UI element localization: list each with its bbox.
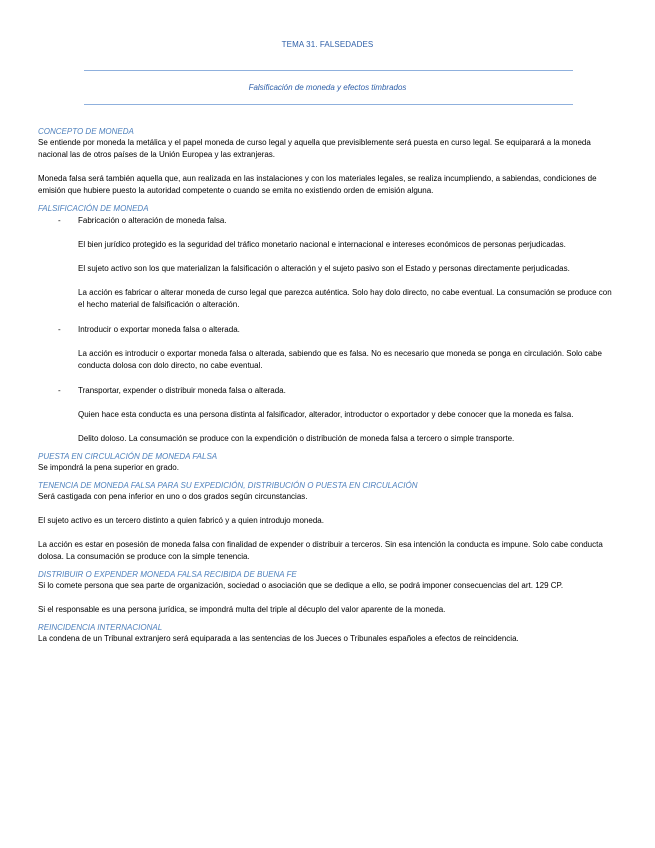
list-item	[38, 215, 616, 227]
paragraph: El sujeto activo son los que materializan la falsificación o alteración y el sujeto pasivo son el Estado y personas directamente perjudicadas.	[78, 264, 570, 273]
list-item-title: Fabricación o alteración de moneda falsa.	[78, 216, 227, 225]
paragraph: Si el responsable es una persona jurídica, se impondrá multa del triple al décuplo del valor aparente de la moneda.	[38, 605, 446, 614]
paragraph: Moneda falsa será también aquella que, aun realizada en las instalaciones y con los materiales legales, se realiza incumpliendo, a sabiendas, condiciones de emisión que hubiere puesto la autoridad competente o cuando se emita no existiendo orden de emisión alguna.	[38, 174, 597, 195]
paragraph: El bien jurídico protegido es la seguridad del tráfico monetario nacional e internacional e intereses económicos de personas perjudicadas.	[78, 240, 566, 249]
paragraph: La acción es introducir o exportar moneda falsa o alterada, sabiendo que es falsa. No es necesario que moneda se ponga en circulación. Solo cabe conducta dolosa con dolo directo, no cabe eventual.	[78, 349, 602, 370]
list-item	[38, 324, 616, 336]
section-heading-falsificacion: FALSIFICACIÓN DE MONEDA	[38, 204, 149, 213]
section-heading-puesta: PUESTA EN CIRCULACIÓN DE MONEDA FALSA	[38, 452, 218, 461]
paragraph: La acción es fabricar o alterar moneda de curso legal que parezca auténtica. Solo hay dolo directo, no cabe eventual. La consumación se produce con el hecho material de falsificación o alteración.	[78, 288, 612, 309]
paragraph: Quien hace esta conducta es una persona distinta al falsificador, alterador, introductor o exportador y debe conocer que la moneda es falsa.	[78, 410, 574, 419]
page-title: TEMA 31. FALSEDADES	[281, 40, 374, 49]
paragraph: Se entiende por moneda la metálica y el papel moneda de curso legal y aquella que previsiblemente será puesta en curso legal. Se equiparará a la moneda nacional las de otros países de la Unión Europea y las extranjeras.	[38, 138, 591, 159]
paragraph: El sujeto activo es un tercero distinto a quien fabricó y a quien introdujo moneda.	[38, 516, 324, 525]
paragraph: Se impondrá la pena superior en grado.	[38, 463, 179, 472]
bullet-mark: -	[58, 386, 61, 395]
paragraph: La condena de un Tribunal extranjero será equiparada a las sentencias de los Jueces o Tribunales españoles a efectos de reincidencia.	[38, 634, 519, 643]
page-subtitle: Falsificación de moneda y efectos timbrados	[248, 83, 407, 92]
paragraph: Si lo comete persona que sea parte de organización, sociedad o asociación que se dedique a ello, se podrá imponer consecuencias del art. 129 CP.	[38, 581, 564, 590]
list-item-title: Introducir o exportar moneda falsa o alterada.	[78, 325, 240, 334]
bullet-mark: -	[58, 325, 61, 334]
paragraph: Delito doloso. La consumación se produce con la expendición o distribución de moneda falsa a tercero o simple transporte.	[78, 434, 515, 443]
document-body	[38, 126, 616, 645]
title-rule	[84, 70, 573, 71]
paragraph: Será castigada con pena inferior en uno o dos grados según circunstancias.	[38, 492, 308, 501]
bullet-mark: -	[58, 216, 61, 225]
section-heading-distribuir: DISTRIBUIR O EXPENDER MONEDA FALSA RECIBIDA DE BUENA FE	[38, 570, 297, 579]
section-heading-tenencia: TENENCIA DE MONEDA FALSA PARA SU EXPEDICIÓN, DISTRIBUCIÓN O PUESTA EN CIRCULACIÓN	[38, 481, 418, 490]
section-heading-concepto: CONCEPTO DE MONEDA	[38, 127, 134, 136]
list-item	[38, 385, 616, 397]
section-heading-reincidencia: REINCIDENCIA INTERNACIONAL	[38, 623, 163, 632]
list-item-title: Transportar, expender o distribuir moneda falsa o alterada.	[78, 386, 286, 395]
paragraph: La acción es estar en posesión de moneda falsa con finalidad de expender o distribuir a terceros. Sin esa intención la conducta es impune. Solo cabe conducta dolosa. La consumación se produce con la simple tenencia.	[38, 540, 603, 561]
subtitle-rule	[84, 104, 573, 105]
